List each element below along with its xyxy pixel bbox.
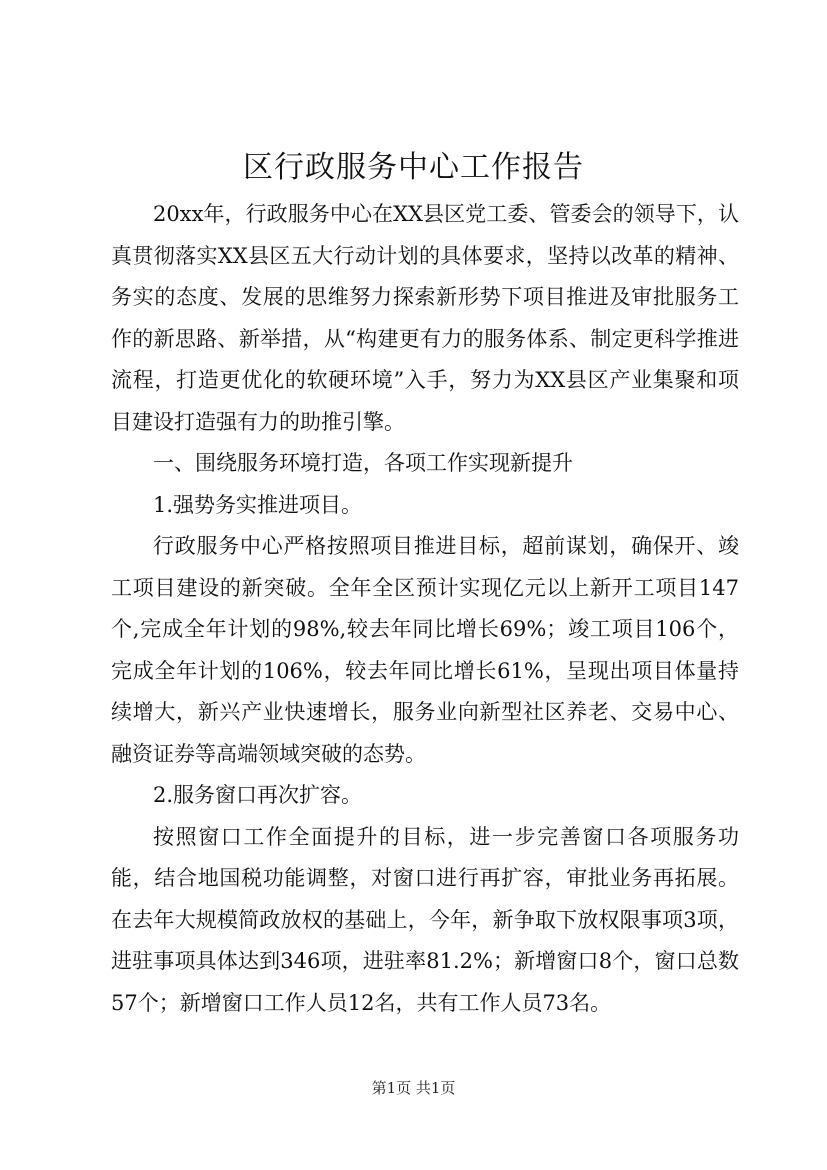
paragraph-intro: 20xx年，行政服务中心在XX县区党工委、管委会的领导下，认真贯彻落实XX县区五大行动计划的具体要求，坚持以改革的精神、务实的态度、发展的思维努力探索新形势下项目推进及审批服务工作的新思路、新举措，从“构建更有力的服务体系、制定更科学推进流程，打造更优化的软硬环境”入手，努力为XX县区产业集聚和项目建设打造强有力的助推引擎。 [111, 202, 739, 434]
subheading-1: 1.强势务实推进项目。 [153, 492, 363, 517]
document-title: 区行政服务中心工作报告 [243, 150, 584, 185]
paragraph-windows: 按照窗口工作全面提升的目标，进一步完善窗口各项服务功能，结合地国税功能调整，对窗口进行再扩容，审批业务再拓展。在去年大规模简政放权的基础上，今年，新争取下放权限事项3项，进驻事项具体达到346项，进驻率81.2%；新增窗口8个，窗口总数57个；新增窗口工作人员12名，共有工作人员73名。 [111, 824, 739, 1015]
section-heading-1: 一、围绕服务环境打造，各项工作实现新提升 [153, 451, 573, 475]
subheading-2: 2.服务窗口再次扩容。 [153, 783, 363, 807]
document-body [111, 194, 739, 1024]
paragraph-projects: 行政服务中心严格按照项目推进目标，超前谋划，确保开、竣工项目建设的新突破。全年全区预计实现亿元以上新开工项目147个,完成全年计划的98%,较去年同比增长69%；竣工项目106个，完成全年计划的106%，较去年同比增长61%，呈现出项目体量持续增大，新兴产业快速增长，服务业向新型社区养老、交易中心、融资证券等高端领域突破的态势。 [111, 534, 739, 766]
page-footer: 第1页 共1页 [371, 1079, 456, 1097]
